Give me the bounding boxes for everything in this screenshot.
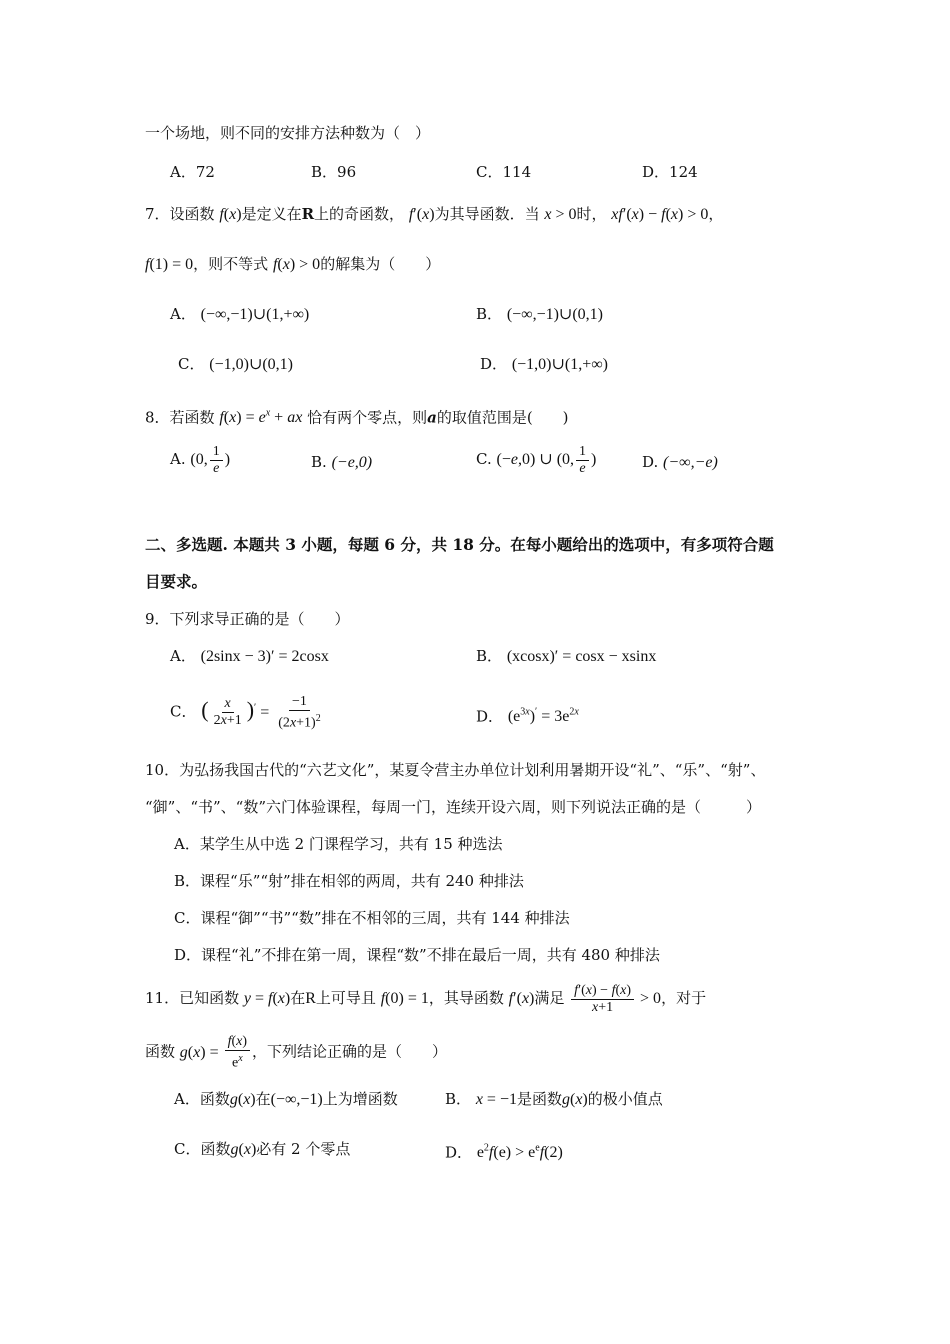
section2-heading-line2: 目要求。	[145, 572, 208, 591]
q6-option-c: C．114	[476, 163, 532, 181]
q11-option-d: D． $e^2f(e) > e^ef(2)$	[445, 1143, 563, 1162]
q8-option-a: A. (0, $\frac{1}{e}$ )	[170, 444, 231, 476]
q6-stem-tail: 一个场地，则不同的安排方法种数为（ ）	[145, 124, 431, 142]
q9-stem: 9．下列求导正确的是（ ）	[145, 610, 350, 628]
q10-stem-line1: 10．为弘扬我国古代的“六艺文化”，某夏令营主办单位计划利用暑期开设“礼”、“乐”、“射”、	[145, 761, 766, 779]
q11-stem-line1: 11．已知函数 y = f(x)在R上可导且 f(0) = 1，其导函数 f′(x)满足 $\frac{f'(x) - f(x)}{x+1}$ > 0，对于	[145, 983, 707, 1015]
q8-option-d: D. (−∞,−e)	[642, 453, 718, 471]
q7-option-d: D． (−1,0)∪(1,+∞)	[480, 355, 608, 373]
q9-option-b: B． (xcosx)′ = cosx − xsinx	[476, 647, 657, 665]
q6-option-d: D．124	[642, 163, 698, 181]
q9-option-a: A． (2sinx − 3)′ = 2cosx	[170, 647, 329, 665]
q11-option-a: A．函数g(x)在(−∞,−1)上为增函数	[174, 1090, 398, 1108]
q8-option-c: C. (−e,0) ∪ (0, $\frac{1}{e}$ )	[476, 444, 597, 476]
q11-option-c: C．函数g(x)必有 2 个零点	[174, 1140, 351, 1158]
q10-option-d: D．课程“礼”不排在第一周，课程“数”不排在最后一周，共有 480 种排法	[174, 946, 660, 964]
q7-option-c: C． (−1,0)∪(0,1)	[178, 355, 294, 373]
q11-stem-line2: 函数 g(x) = $\frac{f(x)}{e^x}$ ，下列结论正确的是（ ）	[145, 1034, 448, 1071]
q10-option-b: B．课程“乐”“射”排在相邻的两周，共有 240 种排法	[174, 872, 524, 890]
q7-option-a: A． (−∞,−1)∪(1,+∞)	[170, 305, 310, 323]
q9-option-d: D． $(e^{3x})' = 3e^{2x}$	[476, 707, 579, 726]
q10-option-a: A．某学生从中选 2 门课程学习，共有 15 种选法	[174, 835, 503, 853]
q8-stem: 8．若函数 $f(x) = e^x$ + ax 恰有两个零点，则a的取值范围是( )	[145, 408, 569, 427]
q6-option-a: A．72	[170, 163, 215, 181]
section2-heading-line1: 二、多选题. 本题共 3 小题，每题 6 分，共 18 分。在每小题给出的选项中，有多项符合题	[145, 535, 774, 554]
q10-stem-line2: “御”、“书”、“数”六门体验课程，每周一门，连续开设六周，则下列说法正确的是（ ）	[145, 798, 762, 816]
q7-option-b: B． (−∞,−1)∪(0,1)	[476, 305, 603, 323]
q7-stem-line2: f(1) = 0，则不等式 f(x) > 0的解集为（ ）	[145, 255, 441, 273]
q9-option-c: C． ( $\frac{x}{2x+1}$ )′ = $\frac{-1}{(2x+1)^2}$	[170, 694, 321, 731]
q6-option-b: B．96	[311, 163, 357, 181]
q7-stem-line1: 7．设函数 f(x)是定义在R上的奇函数， f′(x)为其导函数．当 x > 0时， xf′(x) − f(x) > 0，	[145, 205, 724, 223]
q8-option-b: B. (−e,0)	[311, 453, 373, 471]
q10-option-c: C．课程“御”“书”“数”排在不相邻的三周，共有 144 种排法	[174, 909, 570, 927]
q11-option-b: B． x = −1是函数g(x)的极小值点	[445, 1090, 663, 1108]
